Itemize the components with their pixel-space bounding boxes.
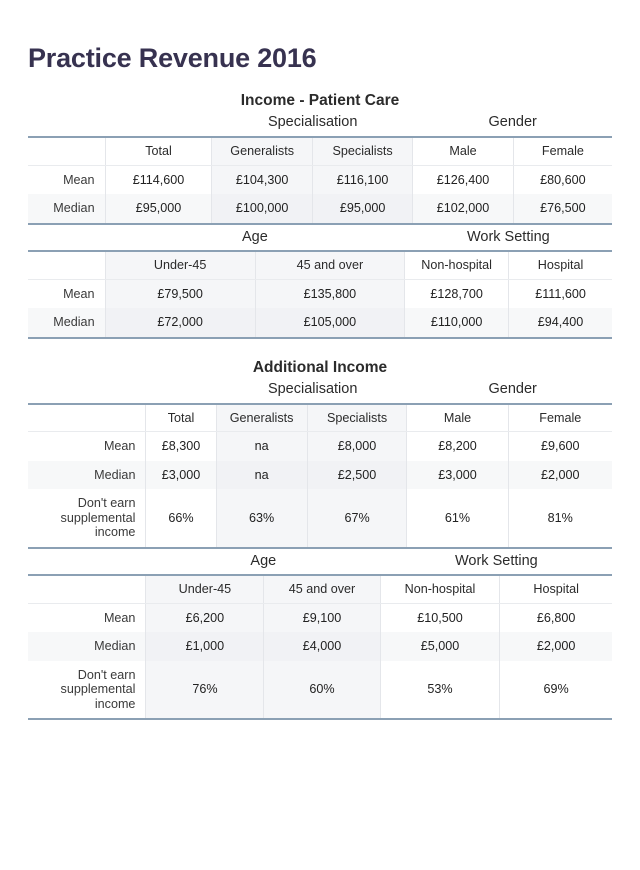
- cell-generalists: £100,000: [212, 194, 312, 223]
- cell-under-45: £72,000: [105, 308, 255, 337]
- cell-specialists: £2,500: [307, 461, 407, 489]
- cell-female: 81%: [508, 489, 612, 547]
- cell-specialists: 67%: [307, 489, 407, 547]
- cell-generalists: £104,300: [212, 165, 312, 194]
- cell-total: £114,600: [105, 165, 212, 194]
- group-label-specialisation: Specialisation: [267, 114, 358, 131]
- table-row: [28, 461, 612, 489]
- cell-45-and-over: £4,000: [264, 632, 380, 660]
- cell-45-and-over: £105,000: [255, 308, 405, 337]
- table-header-row: [28, 137, 612, 165]
- cell-male: £3,000: [407, 461, 508, 489]
- cell-hospital: £94,400: [509, 308, 612, 337]
- table-row: [28, 308, 612, 337]
- table-row: [28, 165, 612, 194]
- cell-hospital: £2,000: [500, 632, 612, 660]
- row-label: Median: [28, 194, 105, 223]
- section-income: [0, 92, 640, 339]
- col-head-under-45: Under-45: [146, 575, 264, 603]
- group-label-blank: [28, 549, 146, 575]
- table-header-row: [28, 251, 612, 279]
- cell-male: £126,400: [413, 165, 513, 194]
- cell-female: £76,500: [513, 194, 612, 223]
- table-row: [28, 432, 612, 461]
- cell-hospital: £6,800: [500, 603, 612, 632]
- table-row: [28, 661, 612, 719]
- table-row: [28, 194, 612, 223]
- group-label-specialisation: Specialisation: [267, 381, 358, 398]
- cell-generalists: na: [216, 461, 307, 489]
- cell-total: £95,000: [105, 194, 212, 223]
- group-label-work-setting: Work Setting: [466, 228, 550, 245]
- col-head-female: Female: [513, 137, 612, 165]
- cell-45-and-over: 60%: [264, 661, 380, 719]
- section-heading-additional-income: Additional Income: [252, 358, 388, 376]
- cell-45-and-over: £135,800: [255, 279, 405, 308]
- cell-non-hospital: £128,700: [405, 279, 509, 308]
- cell-total: £8,300: [146, 432, 216, 461]
- page-title: Practice Revenue 2016: [28, 43, 317, 74]
- section-heading-income: Income - Patient Care: [240, 91, 400, 109]
- group-label-gender: Gender: [488, 114, 537, 131]
- table-block-additional-specialisation-gender: [28, 377, 612, 548]
- col-head-total: Total: [105, 137, 212, 165]
- group-header-row: [28, 549, 612, 575]
- cell-generalists: na: [216, 432, 307, 461]
- cell-45-and-over: £9,100: [264, 603, 380, 632]
- table-header-row: [28, 404, 612, 432]
- cell-male: £102,000: [413, 194, 513, 223]
- cell-total: 66%: [146, 489, 216, 547]
- col-head-45-and-over: 45 and over: [255, 251, 405, 279]
- cell-female: £9,600: [508, 432, 612, 461]
- cell-generalists: 63%: [216, 489, 307, 547]
- cell-specialists: £8,000: [307, 432, 407, 461]
- cell-under-45: £6,200: [146, 603, 264, 632]
- cell-non-hospital: £110,000: [405, 308, 509, 337]
- col-head-blank: [28, 251, 105, 279]
- col-head-blank: [28, 404, 146, 432]
- group-label-work-setting: Work Setting: [454, 552, 538, 569]
- table-income-age-worksetting: [28, 250, 612, 338]
- col-head-45-and-over: 45 and over: [264, 575, 380, 603]
- group-label-gender: Gender: [488, 381, 537, 398]
- col-head-specialists: Specialists: [312, 137, 412, 165]
- col-head-blank: [28, 575, 146, 603]
- cell-specialists: £95,000: [312, 194, 412, 223]
- col-head-female: Female: [508, 404, 612, 432]
- row-label: Median: [28, 632, 146, 660]
- cell-specialists: £116,100: [312, 165, 412, 194]
- cell-non-hospital: £10,500: [380, 603, 500, 632]
- cell-female: £80,600: [513, 165, 612, 194]
- table-block-additional-age-worksetting: [28, 549, 612, 720]
- cell-non-hospital: £5,000: [380, 632, 500, 660]
- col-head-non-hospital: Non-hospital: [380, 575, 500, 603]
- table-additional-age-worksetting: [28, 574, 612, 720]
- group-label-age: Age: [250, 552, 277, 569]
- col-head-total: Total: [146, 404, 216, 432]
- col-head-hospital: Hospital: [509, 251, 612, 279]
- col-head-blank: [28, 137, 105, 165]
- row-label: Mean: [103, 439, 136, 454]
- cell-under-45: 76%: [146, 661, 264, 719]
- group-label-blank: [28, 377, 212, 403]
- cell-total: £3,000: [146, 461, 216, 489]
- table-row: [28, 279, 612, 308]
- col-head-under-45: Under-45: [105, 251, 255, 279]
- col-head-male: Male: [413, 137, 513, 165]
- cell-under-45: £1,000: [146, 632, 264, 660]
- cell-female: £2,000: [508, 461, 612, 489]
- row-label: Mean: [103, 610, 136, 625]
- row-label: Median: [28, 308, 105, 337]
- table-header-row: [28, 575, 612, 603]
- table-income-specialisation-gender: [28, 136, 612, 224]
- table-row: [28, 632, 612, 660]
- table-block-income-age-worksetting: [28, 225, 612, 339]
- table-block-income-specialisation-gender: [28, 110, 612, 224]
- group-label-age: Age: [241, 228, 268, 245]
- table-row: [28, 603, 612, 632]
- col-head-generalists: Generalists: [212, 137, 312, 165]
- row-label: Mean: [63, 172, 95, 187]
- col-head-hospital: Hospital: [500, 575, 612, 603]
- col-head-specialists: Specialists: [307, 404, 407, 432]
- col-head-non-hospital: Non-hospital: [405, 251, 509, 279]
- group-header-row: [28, 377, 612, 403]
- group-label-blank: [28, 225, 105, 251]
- table-row: [28, 489, 612, 547]
- cell-male: £8,200: [407, 432, 508, 461]
- col-head-male: Male: [407, 404, 508, 432]
- report-page: [0, 18, 640, 870]
- group-header-row: [28, 225, 612, 251]
- cell-non-hospital: 53%: [380, 661, 500, 719]
- cell-under-45: £79,500: [105, 279, 255, 308]
- group-label-blank: [28, 110, 212, 136]
- row-label: Median: [28, 461, 146, 489]
- row-label: Mean: [63, 286, 95, 301]
- group-header-row: [28, 110, 612, 136]
- table-additional-specialisation-gender: [28, 403, 612, 549]
- row-label: Don't earn supplemental income: [28, 661, 146, 719]
- col-head-generalists: Generalists: [216, 404, 307, 432]
- cell-hospital: 69%: [500, 661, 612, 719]
- cell-hospital: £111,600: [509, 279, 612, 308]
- cell-male: 61%: [407, 489, 508, 547]
- row-label: Don't earn supplemental income: [28, 489, 146, 547]
- section-additional-income: [0, 359, 640, 721]
